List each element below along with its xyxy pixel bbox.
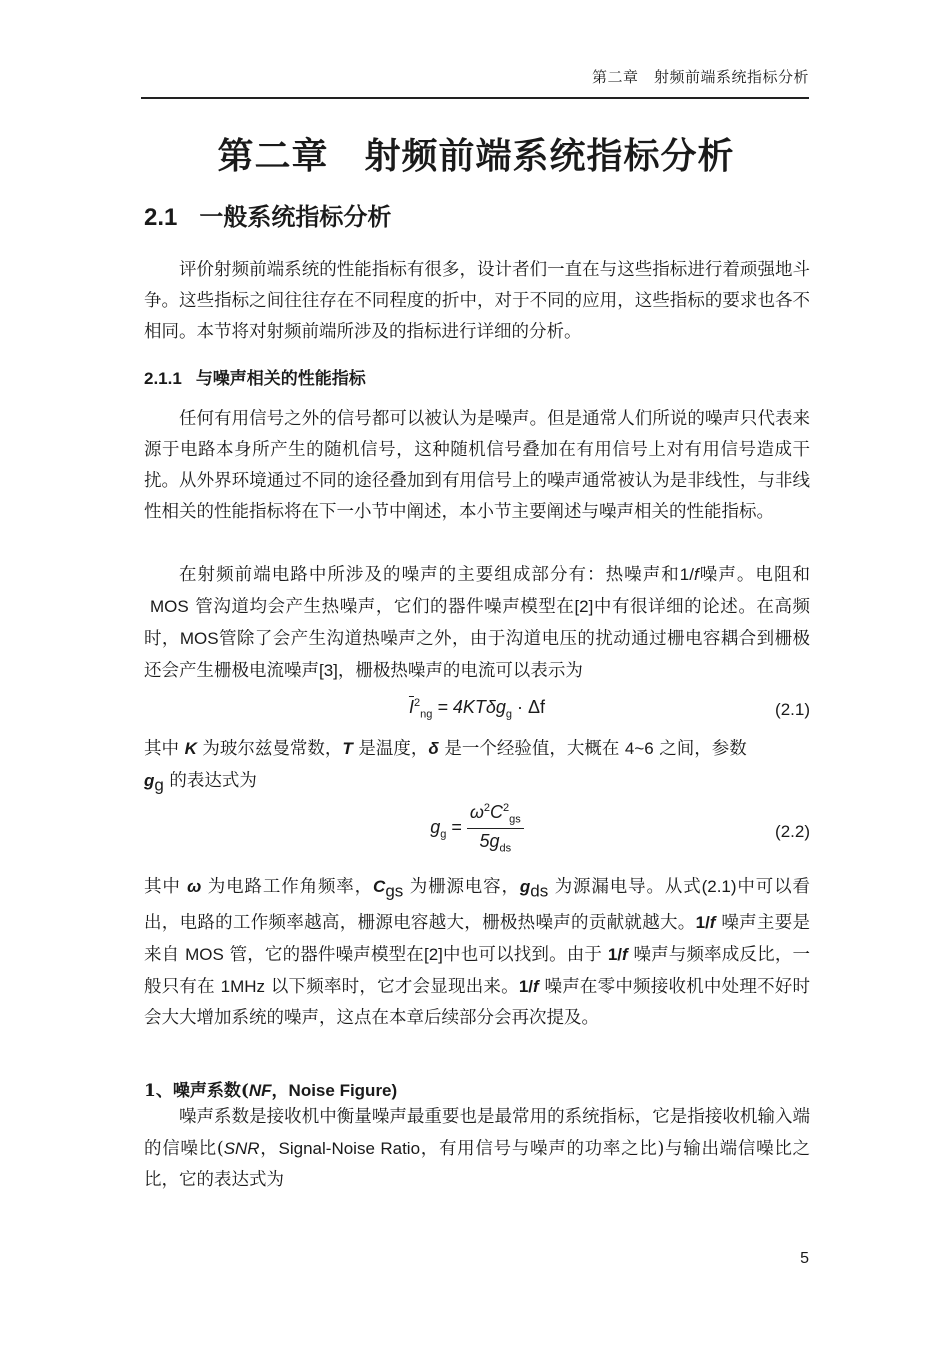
chapter-title [0, 128, 952, 179]
header-rule [141, 97, 809, 99]
equation-2-1-number: (2.1) [775, 700, 810, 719]
page-number: 5 [800, 1250, 809, 1267]
equation-2-2 [144, 802, 810, 864]
paragraph-eq1-explanation: 其中 K 为玻尔兹曼常数，T 是温度，δ 是一个经验值，大概在 4~6 之间，参数 $g_g$ 的表达式为 [144, 739, 747, 795]
intro-paragraph: 评价射频前端系统的性能指标有很多，设计者们一直在与这些指标进行着顽强地斗争。这些指标之间往往存在不同程度的折中，对于不同的应用，这些指标的要求也各不相同。本节将对射频前端所涉及的指标进行详细的分析。 [144, 260, 810, 342]
equation-2-2-body: $g_g$ = $\frac{\omega^2C^2_{gs}}{5g_{ds}}$ [144, 802, 810, 854]
paragraph-eq2-explanation: 其中 ω 为电路工作角频率，$C_{gs}$ 为栅源电容，$g_{ds}$ 为源漏电导。从式(2.1)中可以看出，电路的工作频率越高，栅源电容越大，栅极热噪声的贡献就越大。1/f 噪声主要是来自 MOS 管，它的器件噪声模型在[2]中也可以找到。由于 1/f 噪声与频率成反比，一般只有在 1MHz 以下频率时，它才会显现出来。1/f 噪声在零中频接收机中处理不好时会大大增加系统的噪声，这点在本章后续部分会再次提及。 [144, 877, 811, 1028]
paragraph-noise-definition: 任何有用信号之外的信号都可以被认为是噪声。但是通常人们所说的噪声只代表来源于电路本身所产生的随机信号，这种随机信号叠加在有用信号上对有用信号造成干扰。从外界环境通过不同的途径叠加到有用信号上的噪声通常被认为是非线性，与非线性相关的性能指标将在下一小节中阐述，本小节主要阐述与噪声相关的性能指标。 [144, 409, 810, 522]
subsection-heading [144, 364, 366, 389]
subsection-number: 2.1.1 [144, 369, 182, 388]
running-header: 第二章 射频前端系统指标分析 [591, 68, 809, 86]
subsection-title: 与噪声相关的性能指标 [195, 369, 366, 389]
paragraph-noise-figure: 噪声系数是接收机中衡量噪声最重要也是最常用的系统指标，它是指接收机输入端的信噪比(SNR，Signal-Noise Ratio，有用信号与噪声的功率之比)与输出端信噪比之比，它的表达式为 [144, 1107, 811, 1190]
equation-2-1 [144, 695, 810, 725]
section-title: 一般系统指标分析 [199, 202, 392, 231]
chapter-name: 射频前端系统指标分析 [364, 135, 735, 177]
paragraph-noise-sources: 在射频前端电路中所涉及的噪声的主要组成部分有：热噪声和1/f噪声。电阻和MOS 管沟道均会产生热噪声，它们的器件噪声模型在[2]中有很详细的论述。在高频时，MOS管除了会产生沟道热噪声之外，由于沟道电压的扰动通过栅电容耦合到栅极还会产生栅极电流噪声[3]，栅极热噪声的电流可以表示为 [144, 565, 811, 681]
noise-figure-heading: 1、噪声系数(NF，Noise Figure) [144, 1081, 398, 1101]
chapter-label: 第二章 [217, 135, 329, 177]
equation-2-2-number: (2.2) [775, 822, 810, 841]
equation-2-1-body: $\overline{I}^2_{ng} = 4KT\delta g_g \cdot \Delta f$ [408, 697, 546, 721]
section-number: 2.1 [144, 204, 178, 231]
section-heading [144, 197, 391, 232]
